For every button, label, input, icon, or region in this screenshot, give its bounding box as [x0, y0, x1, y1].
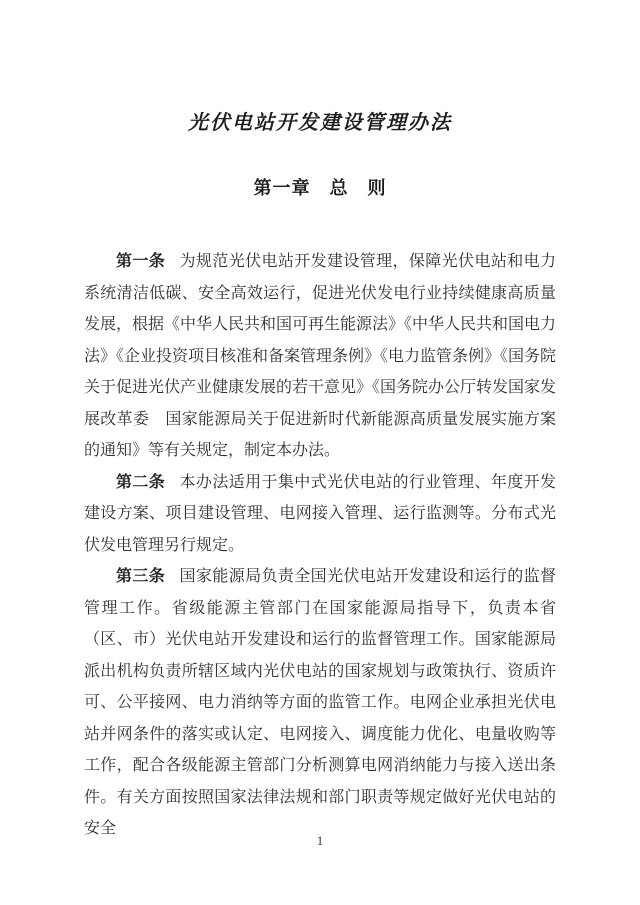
- article-number: 第三条: [116, 568, 166, 585]
- article-text: 为规范光伏电站开发建设管理，保障光伏电站和电力系统清洁低碳、安全高效运行，促进光伏发电行业持续健康高质量发展，根据《中华人民共和国可再生能源法》《中华人民共和国电力法》《企业投资项目核准和备案管理条例》《电力监管条例》《国务院关于促进光伏产业健康发展的若干意见》《国务院办公厅转发国家发展改革委 国家能源局关于促进新时代新能源高质量发展实施方案的通知》等有关规定，制定本办法。: [84, 253, 557, 459]
- document-body: [84, 246, 556, 845]
- article-number: 第二条: [116, 473, 166, 491]
- article-paragraph: [84, 467, 556, 562]
- article-text: 国家能源局负责全国光伏电站开发建设和运行的监督管理工作。省级能源主管部门在国家能源局指导下，负责本省（区、市）光伏电站开发建设和运行的监督管理工作。国家能源局派出机构负责所辖区域内光伏电站的国家规划与政策执行、资质许可、公平接网、电力消纳等方面的监管工作。电网企业承担光伏电站并网条件的落实或认定、电网接入、调度能力优化、电量收购等工作，配合各级能源主管部门分析测算电网消纳能力与接入送出条件。有关方面按照国家法律法规和部门职责等规定做好光伏电站的安全: [84, 568, 556, 837]
- article-paragraph: [84, 246, 556, 467]
- article-number: 第一条: [116, 253, 166, 270]
- page-number: 1: [316, 833, 324, 848]
- chapter-heading: 第一章 总 则: [253, 178, 387, 198]
- article-paragraph: [84, 561, 556, 845]
- article-text: 本办法适用于集中式光伏电站的行业管理、年度开发建设方案、项目建设管理、电网接入管理、运行监测等。分布式光伏发电管理另行规定。: [84, 473, 556, 554]
- document-title: 光伏电站开发建设管理办法: [188, 112, 452, 134]
